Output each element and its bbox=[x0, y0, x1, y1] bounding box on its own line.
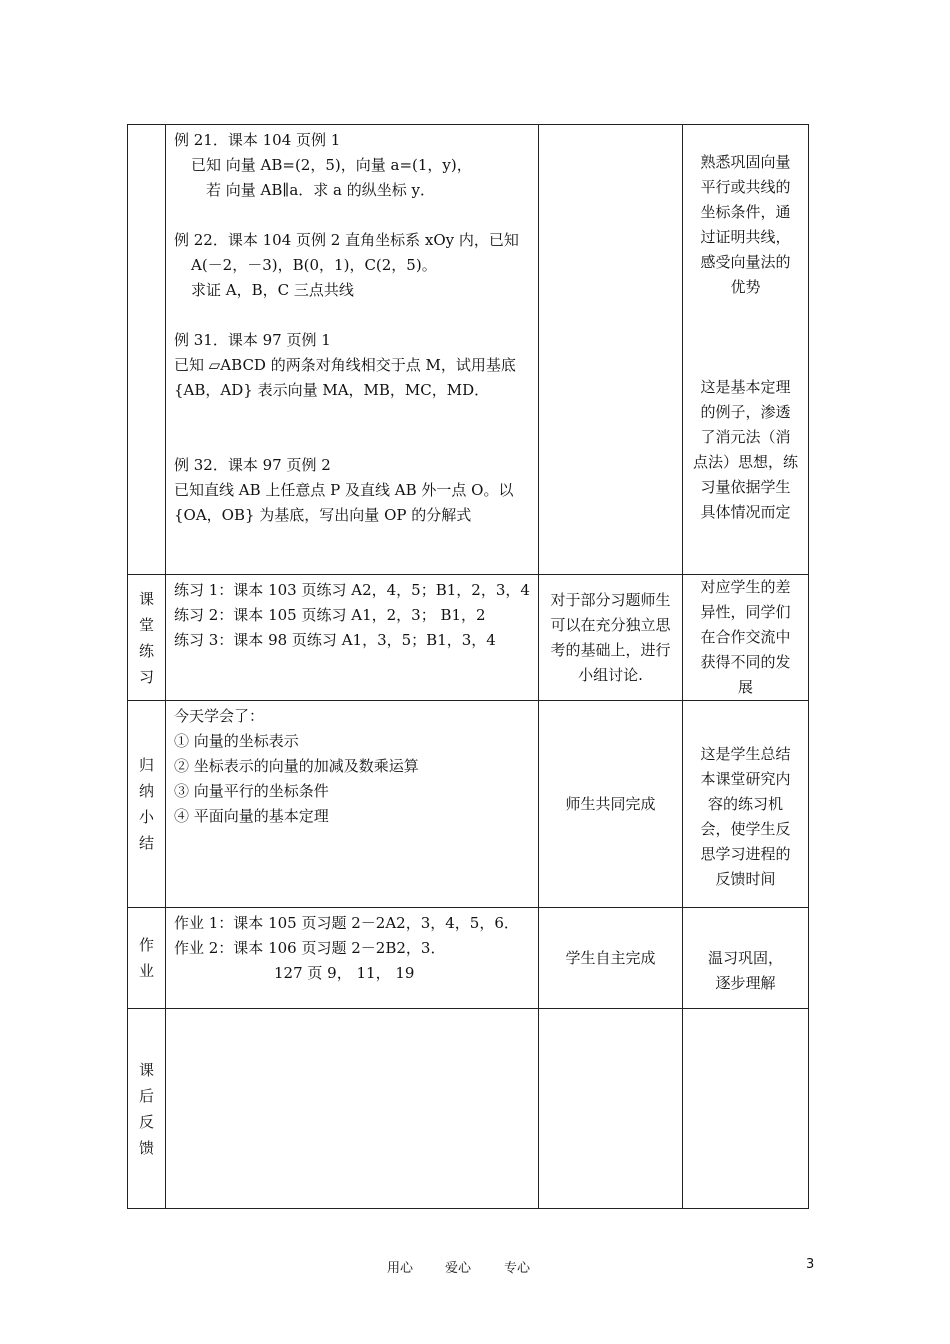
content-cell bbox=[166, 908, 539, 1009]
table-row bbox=[128, 908, 809, 1009]
intent-line: 会，使学生反 bbox=[700, 819, 791, 838]
intent-line: 点法）思想，练 bbox=[692, 453, 798, 471]
content-line: 练习 3：课本 98 页练习 A1，3，5；B1，3，4 bbox=[174, 631, 496, 649]
intent-line bbox=[689, 717, 802, 742]
intent-cell bbox=[683, 575, 809, 701]
content-line: 例 21．课本 104 页例 1 bbox=[174, 131, 341, 149]
table-row bbox=[128, 575, 809, 701]
content-line: ① 向量的坐标表示 bbox=[174, 732, 299, 750]
content-line bbox=[174, 428, 538, 453]
stage-label: 课堂练习 bbox=[138, 589, 154, 686]
intent-cell bbox=[683, 908, 809, 1009]
content-line: 已知 向量 AB=(2，5)，向量 a=(1，y)， bbox=[191, 156, 472, 174]
content-line: 若 向量 AB∥a．求 a 的纵坐标 y． bbox=[206, 181, 435, 199]
page-number: 3 bbox=[806, 1257, 815, 1272]
intent-line: 优势 bbox=[730, 278, 761, 296]
intent-line: 平行或共线的 bbox=[700, 178, 791, 196]
intent-cell bbox=[683, 701, 809, 908]
content-line bbox=[174, 203, 538, 228]
content-line bbox=[174, 403, 538, 428]
stage-cell bbox=[128, 908, 166, 1009]
activity-cell bbox=[539, 908, 683, 1009]
intent-line bbox=[689, 125, 802, 150]
intent-line bbox=[689, 921, 802, 946]
stage-cell bbox=[128, 701, 166, 908]
intent-line: 具体情况而定 bbox=[700, 503, 791, 521]
content-line: 例 32．课本 97 页例 2 bbox=[174, 456, 331, 474]
table-row bbox=[128, 1009, 809, 1209]
content-line: 练习 1：课本 103 页练习 A2，4，5；B1，2，3，4 bbox=[174, 581, 530, 599]
content-line: {OA，OB} 为基底，写出向量 OP 的分解式 bbox=[174, 506, 472, 524]
activity-cell bbox=[539, 575, 683, 701]
content-line: ② 坐标表示的向量的加减及数乘运算 bbox=[174, 757, 419, 775]
stage-label: 归纳小结 bbox=[138, 756, 154, 852]
content-cell bbox=[166, 575, 539, 701]
content-line: A(－2，－3)，B(0，1)，C(2，5)。 bbox=[191, 256, 437, 274]
activity-cell bbox=[539, 701, 683, 908]
content-line: ③ 向量平行的坐标条件 bbox=[174, 782, 329, 800]
intent-line bbox=[689, 350, 802, 375]
stage-cell bbox=[128, 575, 166, 701]
stage-label: 作业 bbox=[138, 936, 154, 980]
footer-label-2: 爱心 bbox=[445, 1261, 472, 1276]
table-row bbox=[128, 125, 809, 575]
lesson-plan-table bbox=[127, 124, 809, 1209]
content-cell bbox=[166, 1009, 539, 1209]
intent-line: 了消元法（消 bbox=[700, 428, 791, 446]
content-line: 已知直线 AB 上任意点 P 及直线 AB 外一点 O。以 bbox=[174, 481, 514, 499]
activity-text: 师生共同完成 bbox=[565, 794, 656, 813]
intent-line: 坐标条件，通 bbox=[700, 203, 791, 221]
intent-line: 过证明共线， bbox=[700, 228, 791, 246]
intent-line: 本课堂研究内 bbox=[700, 769, 791, 788]
content-line: 作业 2：课本 106 页习题 2－2B2，3． bbox=[174, 939, 446, 957]
activity-text: 对于部分习题师生可以在充分独立思考的基础上，进行小组讨论. bbox=[550, 590, 671, 684]
activity-text: 学生自主完成 bbox=[565, 948, 656, 967]
intent-line: 思学习进程的 bbox=[700, 844, 791, 863]
intent-cell bbox=[683, 1009, 809, 1209]
intent-line bbox=[689, 300, 802, 325]
intent-line: 这是学生总结 bbox=[700, 744, 791, 763]
intent-line: 对应学生的差 bbox=[700, 578, 791, 596]
stage-cell bbox=[128, 1009, 166, 1209]
intent-line: 获得不同的发 bbox=[700, 653, 791, 671]
intent-line: 熟悉巩固向量 bbox=[700, 153, 791, 171]
stage-label: 课后反馈 bbox=[138, 1060, 154, 1157]
intent-line: 的例子，渗透 bbox=[700, 403, 791, 421]
content-line bbox=[174, 303, 538, 328]
content-cell bbox=[166, 701, 539, 908]
content-line: 作业 1：课本 105 页习题 2－2A2，3，4，5，6． bbox=[174, 914, 519, 932]
intent-line: 这是基本定理 bbox=[700, 378, 791, 396]
activity-cell bbox=[539, 1009, 683, 1209]
content-line: 127 页 9， 11， 19 bbox=[274, 964, 415, 982]
intent-line: 在合作交流中 bbox=[700, 628, 791, 646]
intent-cell bbox=[683, 125, 809, 575]
intent-line: 容的练习机 bbox=[707, 794, 783, 813]
intent-line: 温习巩固， bbox=[707, 948, 783, 967]
content-line: 今天学会了： bbox=[174, 707, 265, 725]
intent-line: 异性，同学们 bbox=[700, 603, 791, 621]
intent-line: 展 bbox=[737, 678, 753, 696]
table-row bbox=[128, 701, 809, 908]
content-line: 例 22．课本 104 页例 2 直角坐标系 xOy 内，已知 bbox=[174, 231, 519, 249]
footer-label-3: 专心 bbox=[504, 1261, 531, 1276]
content-line: 已知 ▱ABCD 的两条对角线相交于点 M，试用基底 bbox=[174, 356, 516, 374]
content-cell bbox=[166, 125, 539, 575]
stage-cell bbox=[128, 125, 166, 575]
activity-cell bbox=[539, 125, 683, 575]
intent-line: 习量依据学生 bbox=[700, 478, 791, 496]
content-line: 例 31．课本 97 页例 1 bbox=[174, 331, 331, 349]
content-line: ④ 平面向量的基本定理 bbox=[174, 807, 329, 825]
intent-line: 逐步理解 bbox=[715, 973, 776, 992]
content-line: 求证 A，B，C 三点共线 bbox=[191, 281, 354, 299]
intent-line: 感受向量法的 bbox=[700, 253, 791, 271]
intent-line bbox=[689, 325, 802, 350]
intent-line: 反馈时间 bbox=[715, 869, 776, 888]
content-line: {AB，AD} 表示向量 MA，MB，MC，MD． bbox=[174, 381, 490, 399]
content-line: 练习 2：课本 105 页练习 A1，2，3； B1，2 bbox=[174, 606, 486, 624]
footer-label-1: 用心 bbox=[387, 1261, 414, 1276]
